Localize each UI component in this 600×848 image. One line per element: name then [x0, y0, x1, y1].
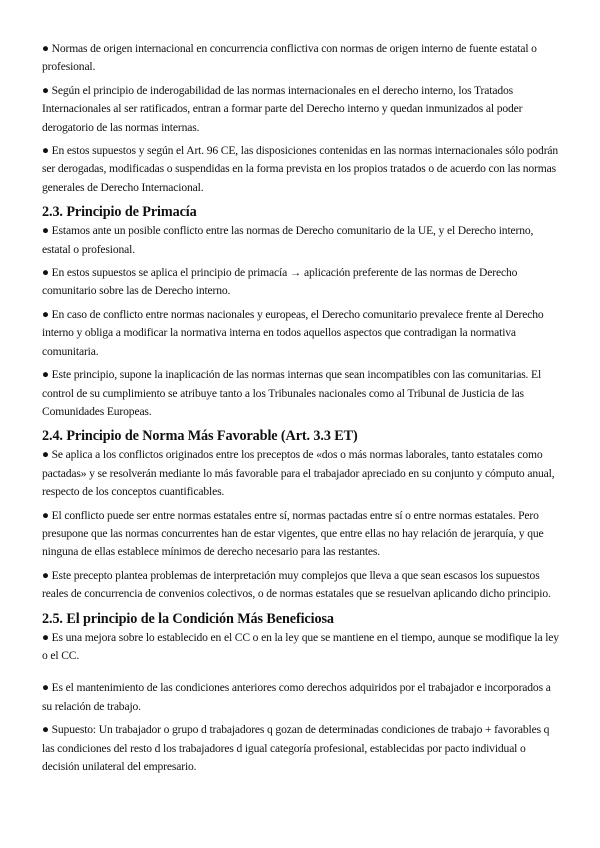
paragraph-text: Normas de origen internacional en concurrencia conflictiva con normas de origen interno de fuente estatal o profesional.	[42, 42, 537, 74]
bullet-paragraph	[42, 40, 562, 77]
paragraph-text: En caso de conflicto entre normas nacionales y europeas, el Derecho comunitario prevalece frente al Derecho interno y obliga a modificar la normativa interna en todos aquellos aspectos que contradigan la normativa comunitaria.	[42, 307, 544, 358]
paragraph-text: En estos supuestos se aplica el principio de primacía → aplicación preferente de las normas de Derecho comunitario sobre las de Derecho interno.	[42, 266, 518, 298]
bullet-icon: ●	[42, 630, 49, 644]
paragraph-text: En estos supuestos y según el Art. 96 CE, las disposiciones contenidas en las normas internacionales sólo podrán ser derogadas, modificadas o suspendidas en la forma prevista en los propios tratados o de acuerdo con las normas generales de Derecho Internacional.	[42, 144, 559, 194]
bullet-paragraph	[42, 366, 562, 421]
paragraph-text: Es una mejora sobre lo establecido en el CC o en la ley que se mantiene en el tiempo, aunque se modifique la ley o el CC.	[42, 630, 559, 662]
bullet-paragraph	[42, 629, 562, 666]
bullet-icon: ●	[42, 508, 49, 522]
section-heading: 2.3. Principio de Primacía	[42, 204, 197, 221]
document-body	[42, 40, 562, 781]
paragraph-text: Según el principio de inderogabilidad de las normas internacionales en el derecho interno, los Tratados Internacionales al ser ratificados, entran a formar parte del Derecho interno y quedan inmunizados al poder derogatorio de las normas internas.	[42, 83, 523, 134]
bullet-paragraph	[42, 306, 562, 361]
bullet-icon: ●	[42, 42, 49, 55]
paragraph-text: El conflicto puede ser entre normas estatales entre sí, normas pactadas entre sí o entre normas estatales. Pero presupone que las normas concurrentes han de estar vigentes, que entre ellas no hay relación de jerarquía, y que ninguna de ellas establece mínimos de derecho necesario para las restantes.	[42, 508, 544, 559]
bullet-icon: ●	[42, 723, 49, 737]
bullet-icon: ●	[42, 448, 49, 462]
bullet-icon: ●	[42, 568, 49, 582]
paragraph-text: Supuesto: Un trabajador o grupo d trabajadores q gozan de determinadas condiciones de trabajo + favorables q las condiciones del resto d los trabajadores d igual categoría profesional, establecidas por pacto individual o decisión unilateral del empresario.	[42, 723, 550, 773]
bullet-icon: ●	[42, 224, 49, 238]
bullet-paragraph	[42, 679, 562, 716]
paragraph-text: Este principio, supone la inaplicación de las normas internas que sean incompatibles con las comunitarias. El control de su cumplimiento se atribuye tanto a los Tribunales nacionales como al Tribunal de Justicia de las Comunidades Europeas.	[42, 368, 542, 418]
bullet-icon: ●	[42, 83, 49, 97]
bullet-icon: ●	[42, 681, 49, 695]
bullet-paragraph	[42, 721, 562, 776]
bullet-paragraph	[42, 82, 562, 137]
bullet-icon: ●	[42, 368, 49, 382]
bullet-paragraph	[42, 446, 562, 501]
bullet-paragraph	[42, 507, 562, 562]
section-heading: 2.5. El principio de la Condición Más Beneficiosa	[42, 610, 334, 627]
bullet-icon: ●	[42, 307, 49, 321]
paragraph-text: Es el mantenimiento de las condiciones anteriores como derechos adquiridos por el trabajador e incorporados a su relación de trabajo.	[42, 681, 551, 713]
paragraph-text: Se aplica a los conflictos originados entre los preceptos de «dos o más normas laborales, tanto estatales como pactadas» y se resolverán mediante lo más favorable para el trabajador apreciado en su conjunto y cómputo anual, respecto de los conceptos cuantificables.	[42, 448, 555, 499]
bullet-icon: ●	[42, 266, 49, 280]
bullet-paragraph	[42, 142, 562, 197]
paragraph-spacer	[42, 670, 562, 679]
section-heading: 2.4. Principio de Norma Más Favorable (Art. 3.3 ET)	[42, 428, 358, 445]
paragraph-text: Este precepto plantea problemas de interpretación muy complejos que lleva a que sean escasos los supuestos reales de concurrencia de convenios colectivos, o de normas estatales que se resuelvan aplicando dicho principio.	[42, 568, 551, 601]
bullet-icon: ●	[42, 144, 49, 158]
bullet-paragraph	[42, 567, 562, 604]
bullet-paragraph	[42, 264, 562, 301]
bullet-paragraph	[42, 222, 562, 259]
paragraph-text: Estamos ante un posible conflicto entre las normas de Derecho comunitario de la UE, y el Derecho interno, estatal o profesional.	[42, 224, 534, 256]
